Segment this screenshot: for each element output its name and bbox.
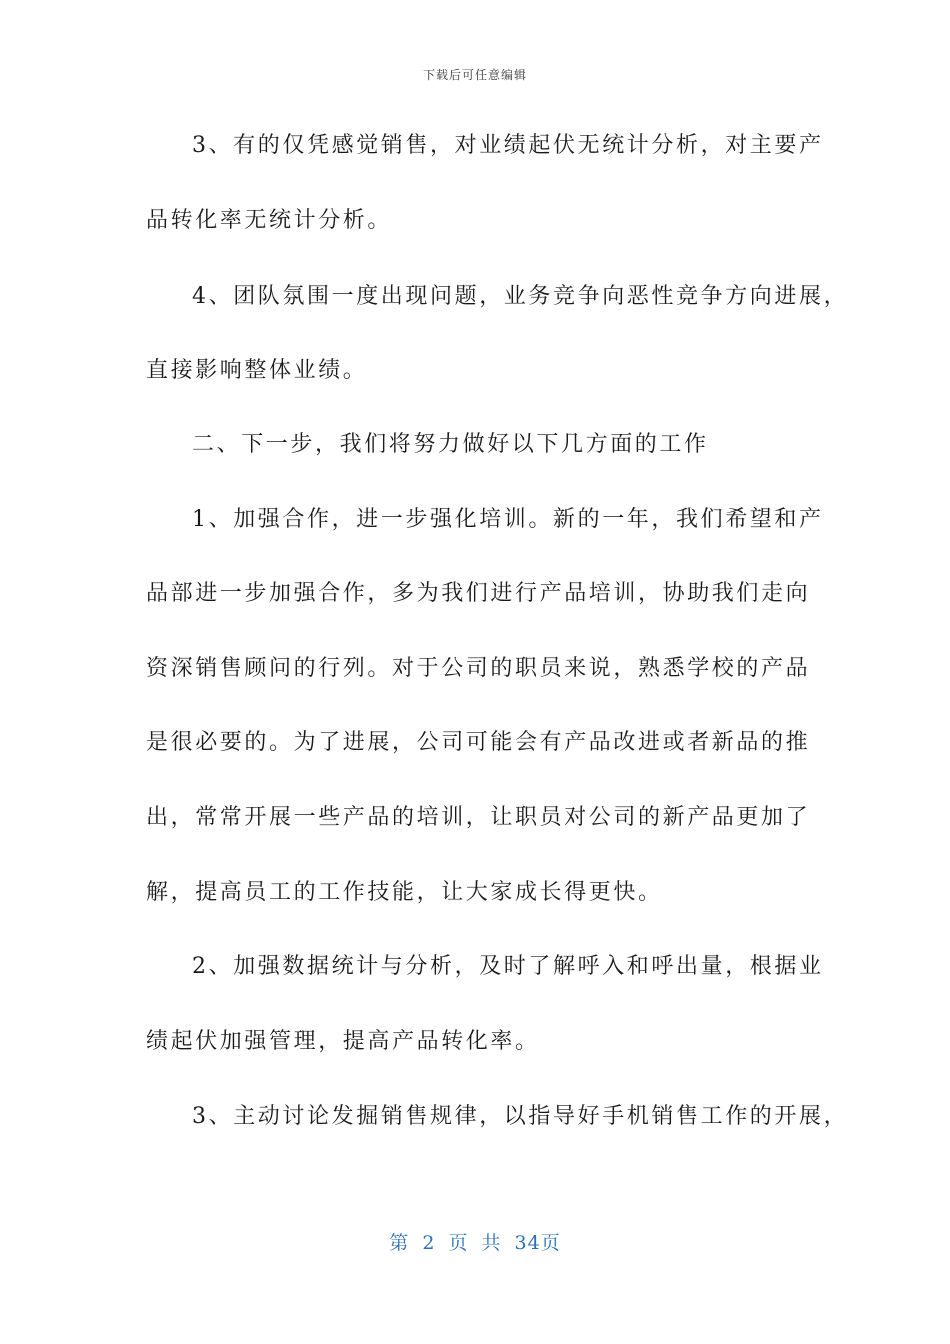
paragraph-line: 资深销售顾问的行列。对于公司的职员来说，熟悉学校的产品 [146,656,811,681]
page-number: 第 2 页 共 34页 [389,1232,561,1254]
paragraph-line: 绩起伏加强管理，提高产品转化率。 [146,1029,540,1054]
paragraph-line: 出，常常开展一些产品的培训，让职员对公司的新产品更加了 [146,805,811,830]
paragraph-line: 是很必要的。为了进展，公司可能会有产品改进或者新品的推 [146,730,811,755]
paragraph-line: 1、加强合作，进一步强化培训。新的一年，我们希望和产 [192,507,824,532]
paragraph-line: 4、团队氛围一度出现问题，业务竞争向恶性竞争方向进展， [192,284,849,309]
paragraph-line: 3、有的仅凭感觉销售，对业绩起伏无统计分析，对主要产 [192,133,824,158]
paragraph-line: 2、加强数据统计与分析，及时了解呼入和呼出量，根据业 [192,954,824,979]
paragraph-line: 品部进一步加强合作，多为我们进行产品培训，协助我们走向 [146,581,811,606]
paragraph-line: 品转化率无统计分析。 [146,208,393,233]
paragraph-line: 解，提高员工的工作技能，让大家成长得更快。 [146,880,663,905]
paragraph-line: 直接影响整体业绩。 [146,358,368,383]
section-heading: 二、下一步，我们将努力做好以下几方面的工作 [192,432,709,457]
header-note: 下载后可任意编辑 [422,68,527,82]
paragraph-line: 3、主动讨论发掘销售规律，以指导好手机销售工作的开展， [192,1104,849,1129]
